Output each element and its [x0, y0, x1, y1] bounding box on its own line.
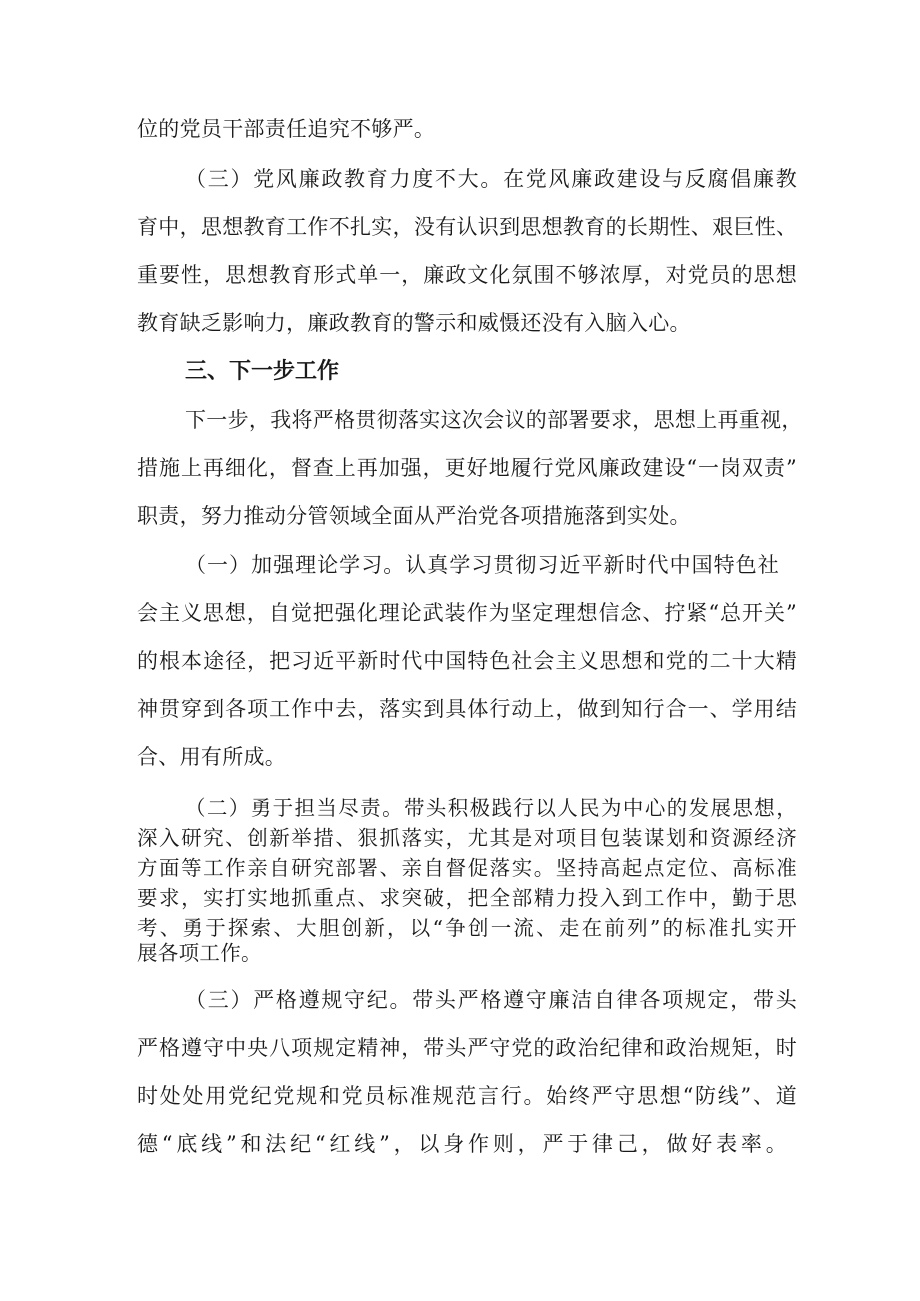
text-line: （三）党风廉政教育力度不大。在党风廉政建设与反腐倡廉教	[185, 167, 797, 191]
text-line: 的根本途径，把习近平新时代中国特色社会主义思想和党的二十大精	[137, 649, 797, 673]
text-line: （三）严格遵规守纪。带头严格遵守廉洁自律各项规定，带头	[185, 988, 797, 1012]
text-line: 方面等工作亲自研究部署、亲自督促落实。坚持高起点定位、高标准	[137, 856, 797, 880]
text-line: 展各项工作。	[137, 941, 262, 965]
text-line: 教育缺乏影响力，廉政教育的警示和威慑还没有入脑入心。	[137, 311, 691, 335]
text-line: 考、勇于探索、大胆创新，以“争创一流、走在前列”的标准扎实开	[137, 916, 797, 940]
text-line: 严格遵守中央八项规定精神，带头严守党的政治纪律和政治规矩，时	[137, 1036, 797, 1060]
text-line: （一）加强理论学习。认真学习贯彻习近平新时代中国特色社	[185, 553, 779, 577]
text-line: （二）勇于担当尽责。带头积极践行以人民为中心的发展思想，	[185, 796, 797, 820]
text-line: 合、用有所成。	[137, 745, 287, 769]
text-line: 下一步，我将严格贯彻落实这次会议的部署要求，思想上再重视，	[185, 408, 803, 432]
text-line: 职责，努力推动分管领域全面从严治党各项措施落到实处。	[137, 504, 691, 528]
text-line: 重要性，思想教育形式单一，廉政文化氛围不够浓厚，对党员的思想	[137, 263, 797, 287]
text-line: 深入研究、创新举措、狠抓落实，尤其是对项目包装谋划和资源经济	[137, 826, 797, 850]
text-line: 神贯穿到各项工作中去，落实到具体行动上，做到知行合一、学用结	[137, 697, 797, 721]
text-line: 育中，思想教育工作不扎实，没有认识到思想教育的长期性、艰巨性、	[137, 215, 798, 239]
text-line: 时处处用党纪党规和党员标准规范言行。始终严守思想“防线”、道	[137, 1084, 797, 1108]
text-line: 会主义思想，自觉把强化理论武装作为坚定理想信念、拧紧“总开关”	[137, 601, 797, 625]
text-line: 德“底线”和法纪“红线”，以身作则，严于律己，做好表率。	[137, 1132, 787, 1156]
text-line: 要求，实打实地抓重点、求突破，把全部精力投入到工作中，勤于思	[137, 886, 797, 910]
section-heading: 三、下一步工作	[185, 359, 340, 384]
text-line: 位的党员干部责任追究不够严。	[137, 117, 436, 141]
text-line: 措施上再细化，督查上再加强，更好地履行党风廉政建设“一岗双责”	[137, 456, 797, 480]
